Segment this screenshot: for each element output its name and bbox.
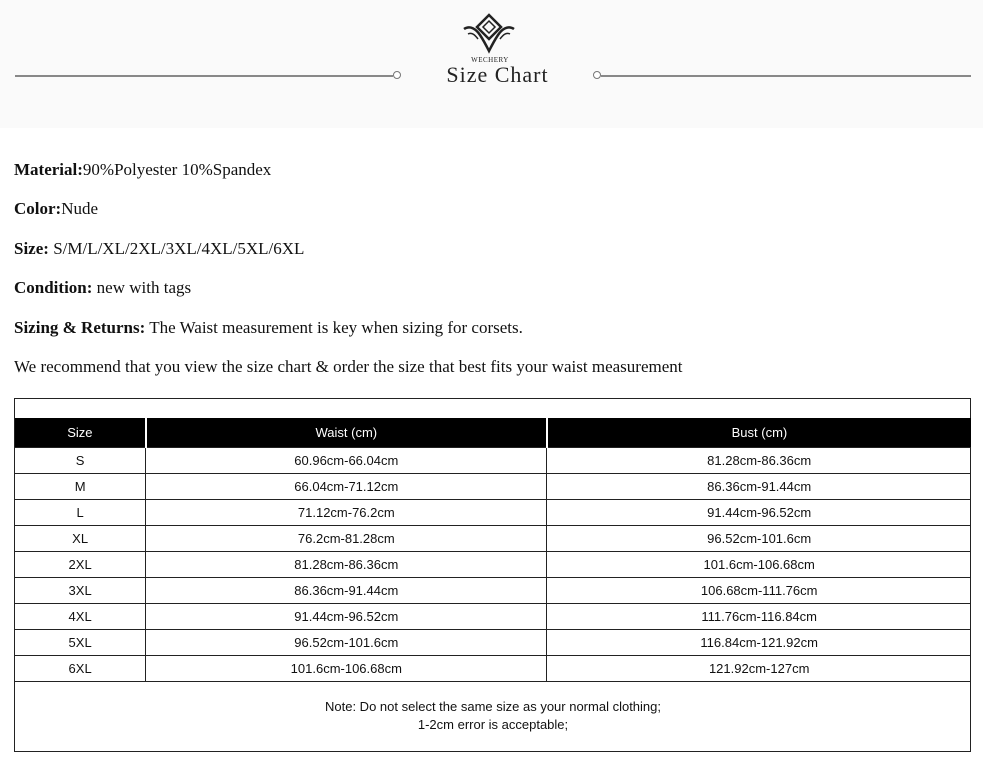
cell-waist: 81.28cm-86.36cm <box>146 552 547 578</box>
table-row <box>15 604 971 630</box>
cell-size: S <box>15 448 146 474</box>
spec-condition: Condition: new with tags <box>14 278 192 297</box>
spec-returns: Sizing & Returns: The Waist measurement is key when sizing for corsets. <box>14 318 523 337</box>
table-row <box>15 630 971 656</box>
table-row <box>15 578 971 604</box>
table-header-row <box>15 418 971 448</box>
header-bust: Bust (cm) <box>547 418 971 448</box>
header-size: Size <box>15 418 146 448</box>
table-note <box>15 698 971 734</box>
size-table <box>15 418 971 682</box>
cell-bust: 106.68cm-111.76cm <box>547 578 971 604</box>
cell-size: 3XL <box>15 578 146 604</box>
table-row <box>15 552 971 578</box>
header-divider-right <box>601 75 971 77</box>
cell-size: 2XL <box>15 552 146 578</box>
spec-size: Size: S/M/L/XL/2XL/3XL/4XL/5XL/6XL <box>14 239 305 258</box>
cell-bust: 86.36cm-91.44cm <box>547 474 971 500</box>
cell-waist: 91.44cm-96.52cm <box>146 604 547 630</box>
cell-size: XL <box>15 526 146 552</box>
divider-dot-right <box>593 71 601 79</box>
table-row <box>15 526 971 552</box>
cell-bust: 96.52cm-101.6cm <box>547 526 971 552</box>
cell-waist: 86.36cm-91.44cm <box>146 578 547 604</box>
cell-waist: 66.04cm-71.12cm <box>146 474 547 500</box>
divider-dot-left <box>393 71 401 79</box>
cell-size: M <box>15 474 146 500</box>
cell-bust: 121.92cm-127cm <box>547 656 971 682</box>
spec-recommendation: We recommend that you view the size chart & order the size that best fits your waist measurement <box>14 357 683 376</box>
cell-bust: 111.76cm-116.84cm <box>547 604 971 630</box>
cell-waist: 101.6cm-106.68cm <box>146 656 547 682</box>
cell-waist: 71.12cm-76.2cm <box>146 500 547 526</box>
header-banner <box>0 0 983 128</box>
note-line-2: 1-2cm error is acceptable; <box>417 717 569 732</box>
brand-name: WECHERY <box>471 56 509 64</box>
spec-material: Material:90%Polyester 10%Spandex <box>14 160 272 179</box>
cell-bust: 116.84cm-121.92cm <box>547 630 971 656</box>
table-row <box>15 656 971 682</box>
cell-bust: 101.6cm-106.68cm <box>547 552 971 578</box>
brand-logo-icon <box>460 12 518 62</box>
size-chart-table <box>14 398 971 752</box>
note-line-1: Note: Do not select the same size as your normal clothing; <box>325 699 661 714</box>
table-row <box>15 448 971 474</box>
cell-waist: 76.2cm-81.28cm <box>146 526 547 552</box>
table-row <box>15 474 971 500</box>
cell-waist: 60.96cm-66.04cm <box>146 448 547 474</box>
cell-waist: 96.52cm-101.6cm <box>146 630 547 656</box>
cell-bust: 91.44cm-96.52cm <box>547 500 971 526</box>
cell-size: 6XL <box>15 656 146 682</box>
table-row <box>15 500 971 526</box>
header-waist: Waist (cm) <box>146 418 547 448</box>
page-title: Size Chart <box>446 62 549 87</box>
cell-size: 4XL <box>15 604 146 630</box>
spec-color: Color:Nude <box>14 199 99 218</box>
cell-bust: 81.28cm-86.36cm <box>547 448 971 474</box>
cell-size: L <box>15 500 146 526</box>
cell-size: 5XL <box>15 630 146 656</box>
header-divider-left <box>15 75 393 77</box>
